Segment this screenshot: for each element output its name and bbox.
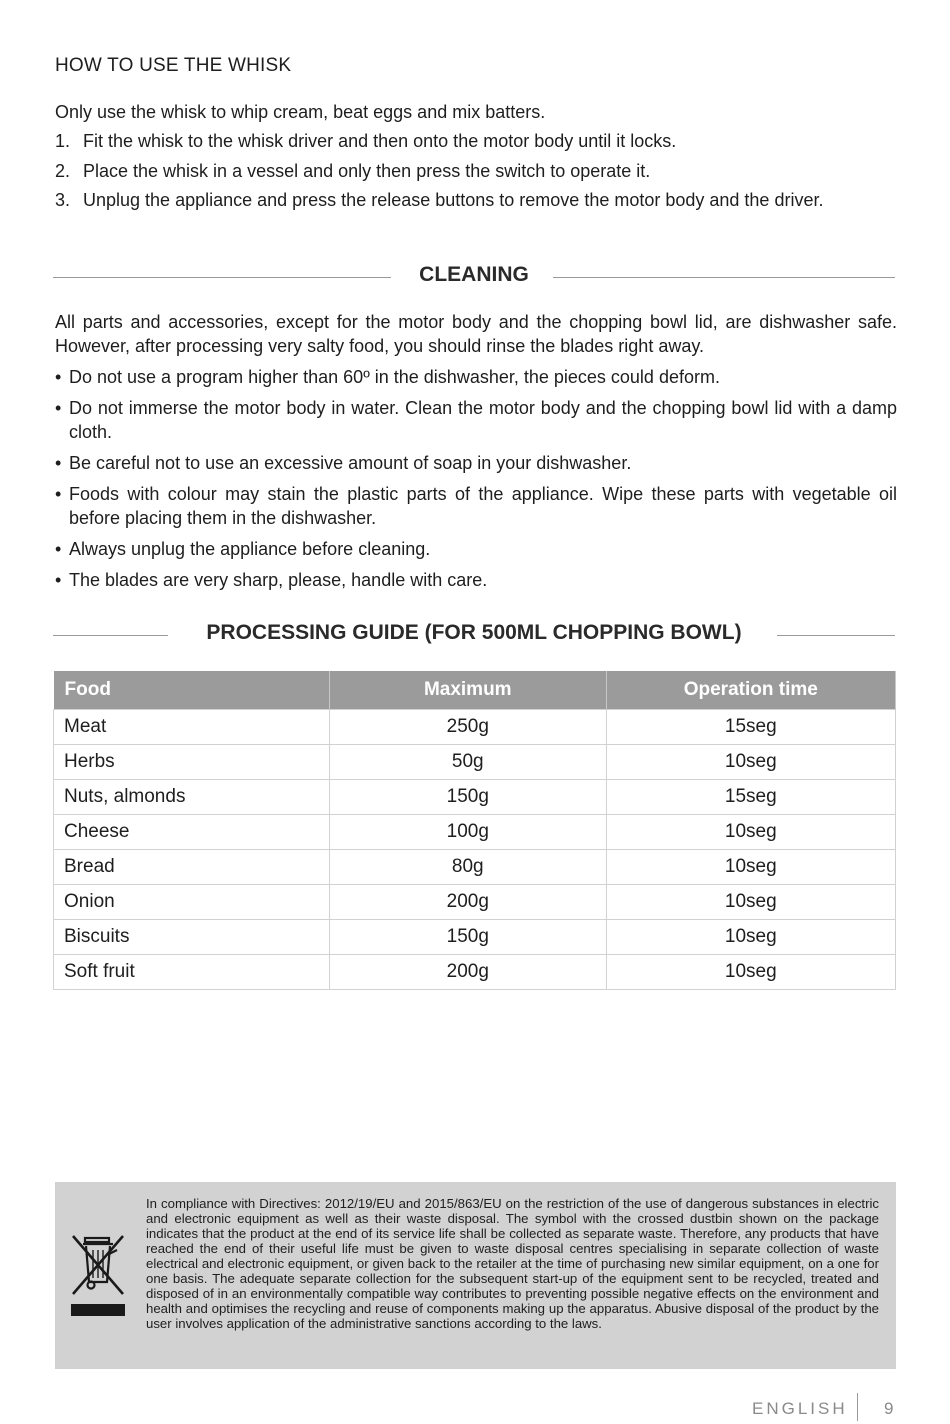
whisk-intro: Only use the whisk to whip cream, beat eggs and mix batters.: [55, 102, 546, 122]
divider-right: [777, 635, 895, 636]
column-header-operation-time: Operation time: [606, 671, 895, 710]
maximum-cell: 250g: [329, 710, 606, 745]
guide-section-header: [53, 621, 895, 651]
weee-notice-text: In compliance with Directives: 2012/19/EU and 2015/863/EU on the restriction of the use of dangerous substances in electric and electronic equipment as well as their waste disposal. The symbol with the crossed dustbin shown on the package indicates that the product at the end of its service life shall be collected as separate waste. Therefore, any products that have reached the end of their useful life must be given to waste disposal centres specialising in separate collection of waste electrical and electronic equipment, or given back to the retailer at the time of purchasing new similar equipment, on a one for one basis. The adequate separate collection for the subsequent start-up of the equipment sent to be recycled, treated and disposed of in an environmentally compatible way contributes to preventing possible negative effects on the environment and health and optimises the recycling and reuse of components making up the apparatus. Abusive disposal of the product by the user involves application of the administrative sanctions according to the laws.: [146, 1196, 879, 1331]
whisk-step-1: [55, 130, 897, 153]
time-cell: 10seg: [606, 850, 895, 885]
bullet-glyph: •: [55, 453, 62, 473]
maximum-cell: 200g: [329, 955, 606, 990]
food-cell: Nuts, almonds: [54, 780, 330, 815]
table-row: [54, 745, 896, 780]
step-text: Place the whisk in a vessel and only then press the switch to operate it.: [83, 161, 651, 181]
bullet-text: The blades are very sharp, please, handle with care.: [69, 570, 488, 590]
table-row: [54, 885, 896, 920]
food-cell: Biscuits: [54, 920, 330, 955]
step-text: Unplug the appliance and press the release buttons to remove the motor body and the driver.: [83, 190, 824, 210]
bullet-text: Do not immerse the motor body in water. Clean the motor body and the chopping bowl lid with a damp cloth.: [69, 398, 897, 442]
bullet-glyph: •: [55, 484, 62, 504]
column-header-maximum: Maximum: [329, 671, 606, 710]
time-cell: 10seg: [606, 920, 895, 955]
whisk-heading: HOW TO USE THE WHISK: [55, 55, 292, 76]
table-row: [54, 710, 896, 745]
divider-right: [553, 277, 895, 278]
maximum-cell: 50g: [329, 745, 606, 780]
step-number: 2.: [55, 161, 71, 181]
food-cell: Herbs: [54, 745, 330, 780]
step-text: Fit the whisk to the whisk driver and then onto the motor body until it locks.: [83, 131, 677, 151]
maximum-cell: 150g: [329, 920, 606, 955]
food-cell: Soft fruit: [54, 955, 330, 990]
time-cell: 15seg: [606, 780, 895, 815]
table-row: [54, 955, 896, 990]
footer-divider: [857, 1393, 858, 1421]
crossed-out-wheelie-bin-icon: [69, 1230, 129, 1322]
bullet-text: Always unplug the appliance before cleaning.: [69, 539, 431, 559]
time-cell: 10seg: [606, 955, 895, 990]
food-cell: Bread: [54, 850, 330, 885]
cleaning-bullet: [55, 396, 897, 444]
bullet-glyph: •: [55, 367, 62, 387]
cleaning-bullet: [55, 451, 897, 475]
table-header-row: [54, 671, 896, 710]
time-cell: 15seg: [606, 710, 895, 745]
cleaning-bullet: [55, 568, 897, 592]
maximum-cell: 150g: [329, 780, 606, 815]
table-row: [54, 920, 896, 955]
cleaning-bullet: [55, 365, 897, 389]
bullet-text: Foods with colour may stain the plastic parts of the appliance. Wipe these parts with vegetable oil before placing them in the dishwasher.: [69, 484, 897, 528]
maximum-cell: 100g: [329, 815, 606, 850]
cleaning-bullet: [55, 482, 897, 530]
processing-guide-table: [53, 671, 896, 990]
step-number: 1.: [55, 131, 71, 151]
table-row: [54, 780, 896, 815]
cleaning-section-header: [53, 263, 895, 293]
whisk-step-3: [55, 189, 897, 212]
food-cell: Meat: [54, 710, 330, 745]
bullet-text: Do not use a program higher than 60º in the dishwasher, the pieces could deform.: [69, 367, 720, 387]
weee-notice-box: [55, 1182, 896, 1369]
bullet-text: Be careful not to use an excessive amount of soap in your dishwasher.: [69, 453, 632, 473]
bullet-glyph: •: [55, 539, 62, 559]
bullet-glyph: •: [55, 398, 62, 418]
page-number: 9: [884, 1399, 894, 1418]
step-number: 3.: [55, 190, 71, 210]
column-header-food: Food: [54, 671, 330, 710]
maximum-cell: 200g: [329, 885, 606, 920]
bullet-glyph: •: [55, 570, 62, 590]
table-row: [54, 850, 896, 885]
cleaning-bullet: [55, 537, 897, 561]
food-cell: Onion: [54, 885, 330, 920]
table-row: [54, 815, 896, 850]
cleaning-intro: All parts and accessories, except for the motor body and the chopping bowl lid, are dishwasher safe. However, after processing very salty food, you should rinse the blades right away.: [55, 312, 897, 356]
maximum-cell: 80g: [329, 850, 606, 885]
time-cell: 10seg: [606, 745, 895, 780]
cleaning-heading: CLEANING: [419, 263, 529, 286]
guide-heading: PROCESSING GUIDE (FOR 500ML CHOPPING BOWL): [206, 621, 742, 644]
whisk-step-2: [55, 160, 897, 183]
food-cell: Cheese: [54, 815, 330, 850]
time-cell: 10seg: [606, 815, 895, 850]
footer-language: ENGLISH: [752, 1399, 848, 1418]
time-cell: 10seg: [606, 885, 895, 920]
